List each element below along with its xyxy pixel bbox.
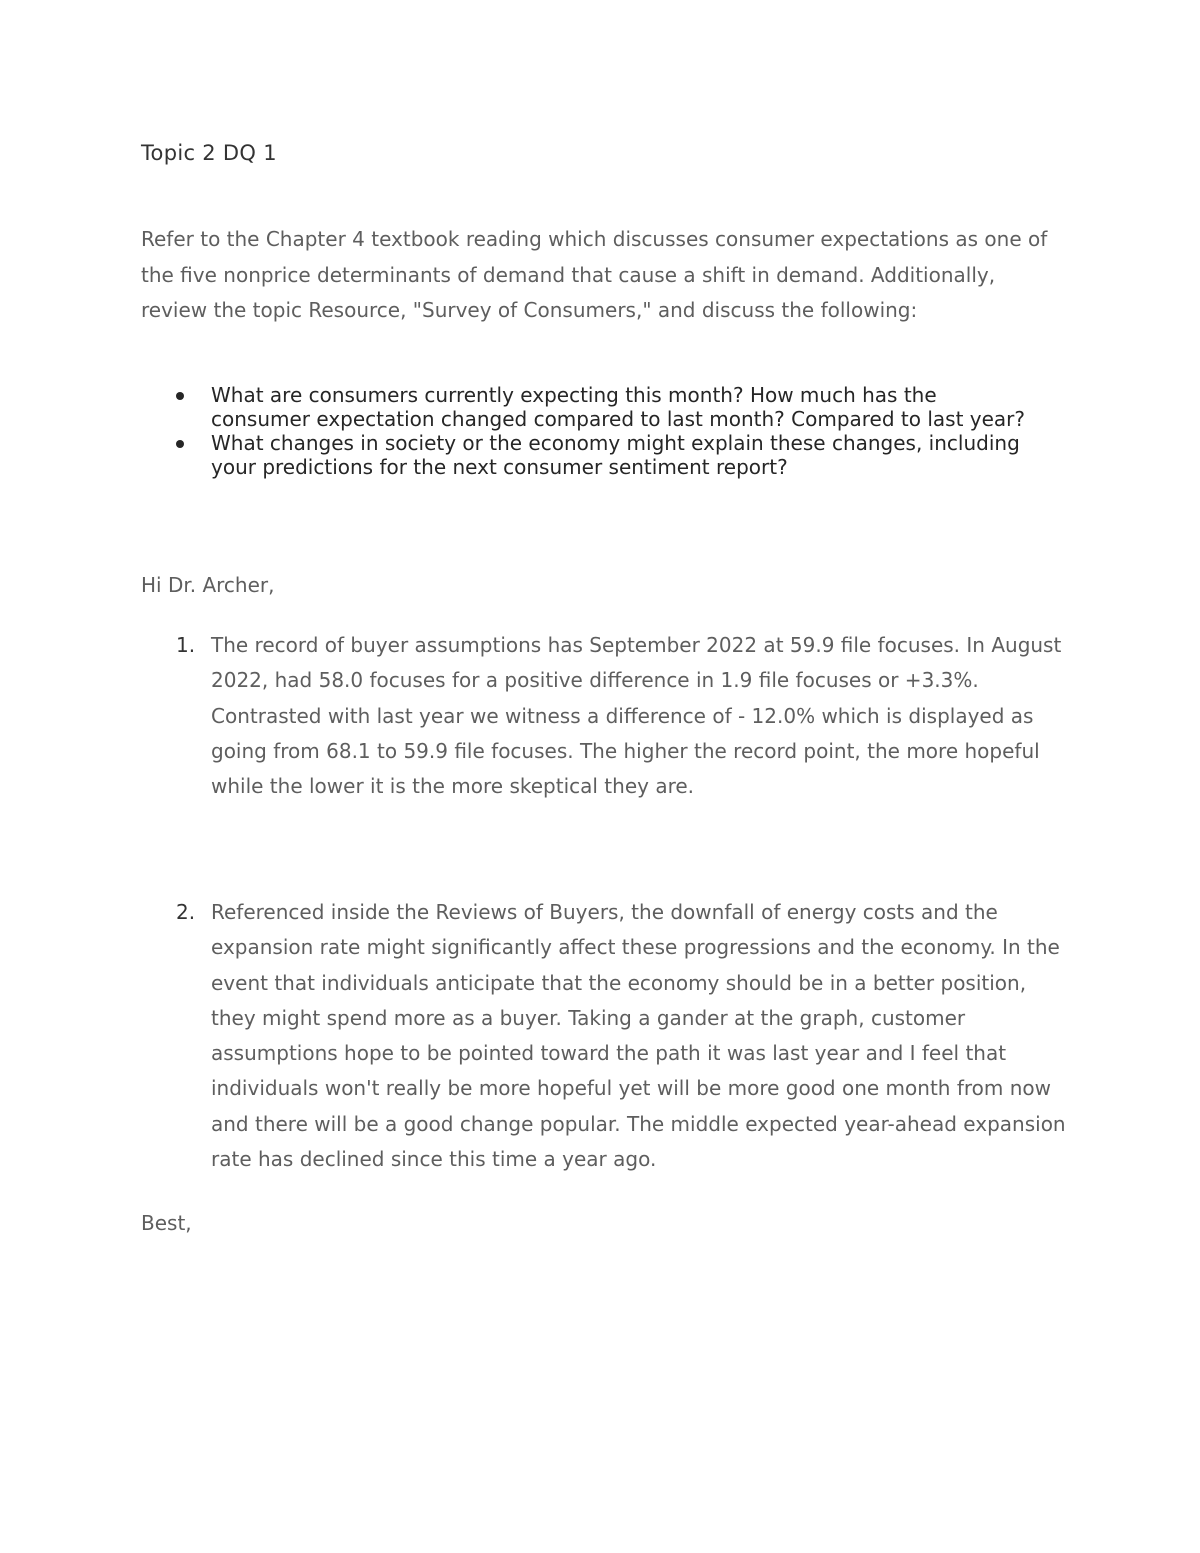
answer-number: 2. — [176, 900, 196, 924]
question-text: What are consumers currently expecting this month? How much has the consumer expectation changed compared to last month? Compared to last year? — [211, 383, 1026, 431]
answer-item — [141, 628, 1071, 804]
document-title: Topic 2 DQ 1 — [141, 141, 277, 165]
list-item — [141, 431, 1041, 479]
answer-text: Referenced inside the Reviews of Buyers, the downfall of energy costs and the expansion rate might significantly affect these progressions and the economy. In the event that individuals anticipate that the economy should be in a better position, they might spend more as a buyer. Taking a gander at the graph, customer assumptions hope to be pointed toward the path it was last year and I feel that individuals won't really be more hopeful yet will be more good one month from now and there will be a good change popular. The middle expected year-ahead expansion rate has declined since this time a year ago. — [211, 900, 1066, 1172]
list-item — [141, 383, 1041, 431]
closing: Best, — [141, 1211, 192, 1235]
greeting: Hi Dr. Archer, — [141, 573, 275, 597]
bullet-icon — [176, 392, 184, 400]
answer-number: 1. — [176, 633, 196, 657]
prompt-questions-list — [141, 383, 1041, 479]
question-text: What changes in society or the economy might explain these changes, including your predictions for the next consumer sentiment report? — [211, 431, 1020, 479]
answer-item — [141, 895, 1071, 1177]
discussion-prompt: Refer to the Chapter 4 textbook reading which discusses consumer expectations as one of the five nonprice determinants of demand that cause a shift in demand. Additionally, review the topic Resource, "Survey of Consumers," and discuss the following: — [141, 227, 1048, 322]
bullet-icon — [176, 440, 184, 448]
answer-text: The record of buyer assumptions has September 2022 at 59.9 file focuses. In August 2022, had 58.0 focuses for a positive difference in 1.9 file focuses or +3.3%. Contrasted with last year we witness a difference of - 12.0% which is displayed as going from 68.1 to 59.9 file focuses. The higher the record point, the more hopeful while the lower it is the more skeptical they are. — [211, 633, 1062, 799]
